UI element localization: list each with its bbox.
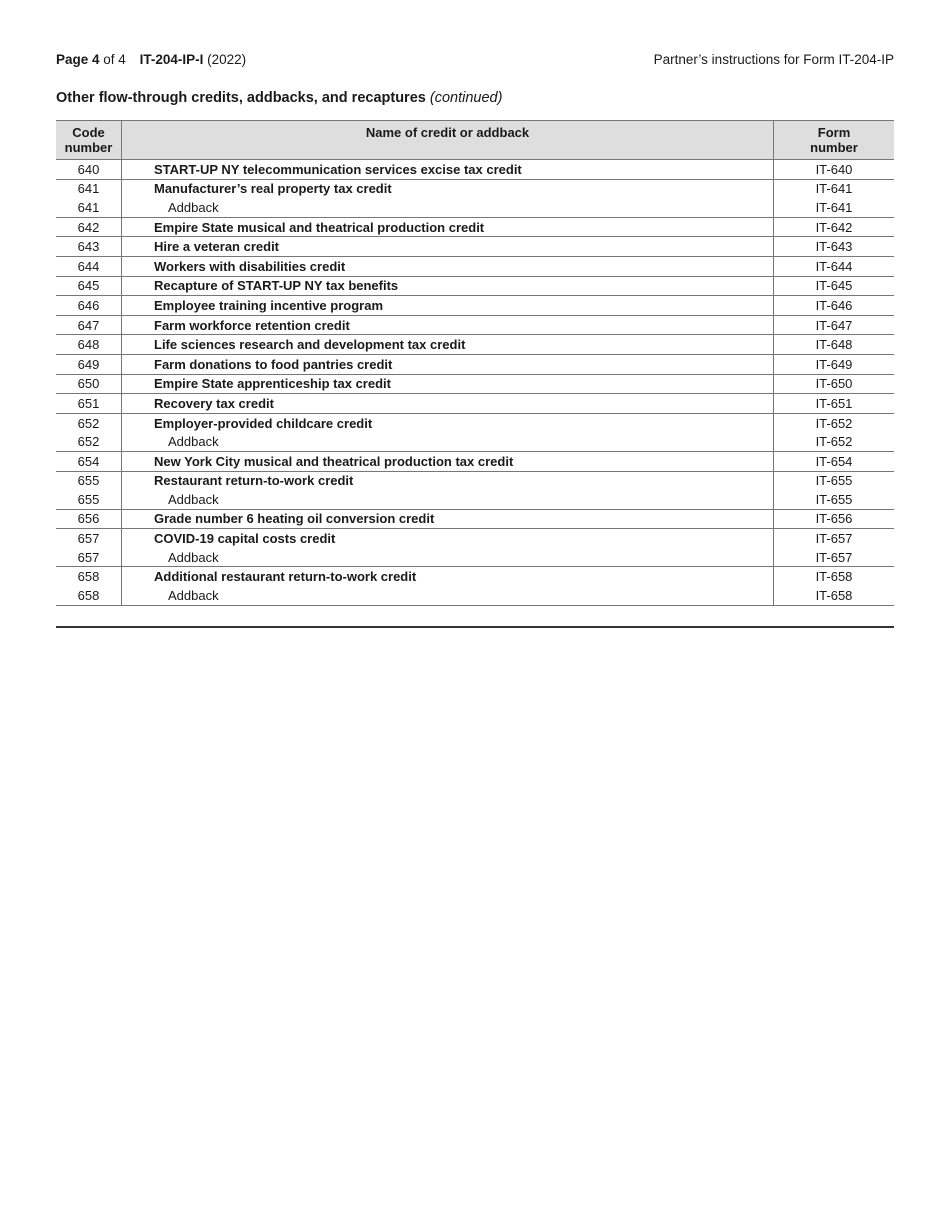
table-row xyxy=(56,432,894,451)
form-number-cell: IT-654 xyxy=(774,451,895,471)
credit-name-cell: COVID-19 capital costs credit xyxy=(122,529,774,548)
table-row xyxy=(56,451,894,471)
code-number-cell: 643 xyxy=(56,237,122,257)
form-number-cell: IT-650 xyxy=(774,374,895,394)
code-number-cell: 651 xyxy=(56,394,122,414)
addback-name-cell: Addback xyxy=(168,199,219,215)
table-row xyxy=(56,160,894,180)
table-row xyxy=(56,413,894,432)
column-header-name: Name of credit or addback xyxy=(122,121,774,160)
code-number-cell: 647 xyxy=(56,315,122,335)
credit-name-cell: Grade number 6 heating oil conversion credit xyxy=(122,509,774,529)
credit-name-cell: Recapture of START-UP NY tax benefits xyxy=(122,276,774,296)
page-header xyxy=(56,52,894,72)
page-count: of 4 xyxy=(103,52,126,67)
code-number-cell: 658 xyxy=(56,586,122,605)
table-body xyxy=(56,160,894,606)
bottom-divider xyxy=(56,626,894,628)
credit-name-cell: Manufacturer’s real property tax credit xyxy=(122,179,774,198)
form-number-cell: IT-657 xyxy=(774,548,895,567)
code-number-cell: 641 xyxy=(56,198,122,217)
column-header-form xyxy=(774,121,895,160)
code-number-cell: 645 xyxy=(56,276,122,296)
table-row xyxy=(56,296,894,316)
form-number-cell: IT-641 xyxy=(774,179,895,198)
table-row xyxy=(56,567,894,586)
form-number-cell: IT-649 xyxy=(774,354,895,374)
code-number-cell: 655 xyxy=(56,471,122,490)
addback-name-cell: Addback xyxy=(168,491,219,507)
form-number-cell: IT-641 xyxy=(774,198,895,217)
credit-name-cell: Employee training incentive program xyxy=(122,296,774,316)
section-title xyxy=(56,90,502,106)
code-number-cell: 652 xyxy=(56,413,122,432)
page-number: Page 4 xyxy=(56,52,100,67)
credit-name-cell: START-UP NY telecommunication services excise tax credit xyxy=(122,160,774,180)
table-row xyxy=(56,276,894,296)
code-number-cell: 644 xyxy=(56,256,122,276)
form-number-cell: IT-643 xyxy=(774,237,895,257)
form-id: IT-204-IP-I xyxy=(139,52,204,67)
page-header-left xyxy=(56,52,246,67)
addback-name-cell: Addback xyxy=(122,586,774,605)
code-number-cell: 657 xyxy=(56,548,122,567)
table-row xyxy=(56,354,894,374)
table-row xyxy=(56,198,894,217)
credit-code-table xyxy=(56,120,894,606)
credit-name-cell: Employer-provided childcare credit xyxy=(122,413,774,432)
credit-name-cell: Empire State apprenticeship tax credit xyxy=(122,374,774,394)
addback-name-cell: Addback xyxy=(168,434,219,450)
table-row xyxy=(56,509,894,529)
form-number-cell: IT-656 xyxy=(774,509,895,529)
form-number-cell: IT-644 xyxy=(774,256,895,276)
section-title-suffix: (continued) xyxy=(429,90,503,106)
table-row xyxy=(56,179,894,198)
table-row xyxy=(56,548,894,567)
code-number-cell: 652 xyxy=(56,432,122,451)
code-number-cell: 654 xyxy=(56,451,122,471)
code-number-cell: 656 xyxy=(56,509,122,529)
form-number-cell: IT-648 xyxy=(774,335,895,355)
table-row xyxy=(56,529,894,548)
table-row xyxy=(56,490,894,509)
credit-name-cell: New York City musical and theatrical production tax credit xyxy=(122,451,774,471)
code-number-cell: 655 xyxy=(56,490,122,509)
credit-name-cell: Restaurant return-to-work credit xyxy=(122,471,774,490)
table-row xyxy=(56,335,894,355)
form-number-cell: IT-640 xyxy=(774,160,895,180)
form-number-cell: IT-651 xyxy=(774,394,895,414)
form-number-cell: IT-652 xyxy=(774,432,895,451)
code-number-cell: 650 xyxy=(56,374,122,394)
form-number-cell: IT-646 xyxy=(774,296,895,316)
form-year: (2022) xyxy=(207,52,247,67)
code-number-cell: 658 xyxy=(56,567,122,586)
code-number-cell: 641 xyxy=(56,179,122,198)
column-header-code-line1: Code xyxy=(72,125,105,140)
credit-name-cell: Farm workforce retention credit xyxy=(122,315,774,335)
form-number-cell: IT-655 xyxy=(774,490,895,509)
form-number-cell: IT-645 xyxy=(774,276,895,296)
column-header-form-line1: Form xyxy=(817,125,851,140)
table-row xyxy=(56,471,894,490)
table-row xyxy=(56,237,894,257)
code-number-cell: 649 xyxy=(56,354,122,374)
column-header-form-line2: number xyxy=(810,140,858,155)
table-row xyxy=(56,374,894,394)
table-header-row xyxy=(56,121,894,160)
addback-name-cell: Addback xyxy=(168,549,219,565)
credit-name-cell: Workers with disabilities credit xyxy=(122,256,774,276)
credit-name-cell: Additional restaurant return-to-work credit xyxy=(122,567,774,586)
credit-name-cell: Life sciences research and development tax credit xyxy=(122,335,774,355)
code-number-cell: 657 xyxy=(56,529,122,548)
form-number-cell: IT-655 xyxy=(774,471,895,490)
code-number-cell: 640 xyxy=(56,160,122,180)
credit-name-cell: Empire State musical and theatrical production credit xyxy=(122,217,774,237)
code-number-cell: 646 xyxy=(56,296,122,316)
code-number-cell: 642 xyxy=(56,217,122,237)
section-title-text: Other flow-through credits, addbacks, and recaptures xyxy=(56,90,426,106)
credit-name-cell: Hire a veteran credit xyxy=(122,237,774,257)
table-row xyxy=(56,256,894,276)
code-number-cell: 648 xyxy=(56,335,122,355)
form-number-cell: IT-652 xyxy=(774,413,895,432)
table-row xyxy=(56,394,894,414)
form-number-cell: IT-658 xyxy=(774,567,895,586)
table-row xyxy=(56,586,894,605)
form-number-cell: IT-658 xyxy=(774,586,895,605)
column-header-code-line2: number xyxy=(64,140,113,155)
table-row xyxy=(56,315,894,335)
form-number-cell: IT-642 xyxy=(774,217,895,237)
table-row xyxy=(56,217,894,237)
form-number-cell: IT-647 xyxy=(774,315,895,335)
credit-name-cell: Farm donations to food pantries credit xyxy=(122,354,774,374)
form-number-cell: IT-657 xyxy=(774,529,895,548)
credit-name-cell: Recovery tax credit xyxy=(122,394,774,414)
column-header-code xyxy=(56,121,122,160)
instructions-title: Partner’s instructions for Form IT-204-IP xyxy=(653,52,894,67)
